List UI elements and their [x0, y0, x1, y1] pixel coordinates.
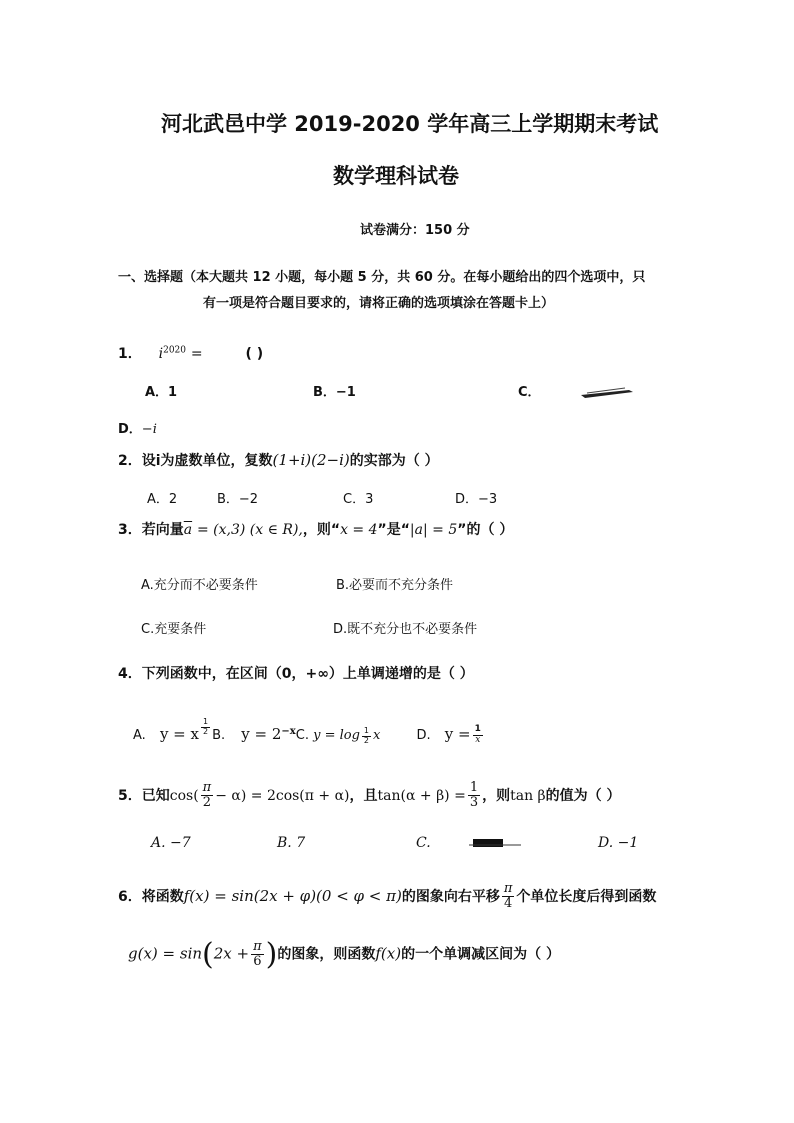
q5-cos1: cos( [169, 787, 199, 804]
q1-base: i [158, 346, 164, 362]
q6-pi: π [503, 881, 513, 896]
q1-option-a: A．1 [145, 385, 178, 400]
q2-option-a: A．2 [147, 492, 178, 507]
q3-mid2: ”是“ [377, 522, 410, 538]
q3-prefix: 3．若向量 [118, 522, 184, 538]
q6-mid: 的图象向右平移 [401, 888, 500, 905]
exam-subtitle: 数学理科试卷 [333, 164, 459, 188]
q2-expression: (1+i)(2−i) [272, 451, 350, 469]
q3-vector-def: = (x,3) (x ∈ R), [196, 522, 303, 538]
q5-tan1: tan(α + β) = [377, 787, 466, 804]
q1-option-d [118, 418, 157, 437]
q5-option-c [416, 835, 521, 851]
q3-option-b: B.必要而不充分条件 [336, 578, 454, 593]
q1-number: 1． [118, 346, 142, 362]
q1-option-c-label: C． [518, 385, 541, 400]
q1-option-d-label: D． [118, 422, 142, 437]
q1-eq: = [190, 346, 203, 362]
question-1 [118, 343, 263, 363]
q4-option-a-func: y = x [159, 725, 199, 744]
q1-option-b: B．−1 [313, 385, 356, 400]
q2-option-d: D．−3 [455, 492, 498, 507]
question-4: 4．下列函数中，在区间（0，+∞）上单调递增的是（ ） [118, 666, 474, 682]
q6-g-pi: π [253, 938, 262, 954]
q4-option-c-func: y = log [313, 728, 360, 744]
q5-mid2: ，则 [482, 787, 511, 804]
q4-option-b-label: B. [212, 728, 226, 744]
q5-suffix: 的值为（ ） [545, 787, 621, 804]
q5-one: 1 [469, 780, 479, 795]
q4-options [133, 718, 485, 746]
q6-four: 4 [503, 896, 513, 912]
q4-option-c-base-num: 1 [363, 725, 370, 735]
q2-option-b: B．−2 [217, 492, 259, 507]
scan-artifact-icon [469, 836, 521, 850]
q5-tan2: tan β [510, 787, 546, 804]
q2-option-c: C．3 [343, 492, 374, 507]
q6-f2: f(x) [375, 944, 402, 963]
q5-three: 3 [469, 795, 479, 811]
q3-vector: $\overline{a}$ [183, 522, 193, 538]
q3-option-c: C.充要条件 [141, 622, 207, 637]
q5-two: 2 [202, 795, 212, 811]
q3-option-a: A.充分而不必要条件 [141, 578, 258, 593]
scan-artifact-icon [579, 386, 635, 400]
question-2 [118, 450, 439, 470]
q6-suffix: 个单位长度后得到函数 [516, 888, 657, 905]
q6-g-def: g(x) = sin [128, 944, 203, 963]
q5-option-c-label: C. [416, 835, 431, 851]
q4-option-d-func: y = [444, 725, 471, 744]
exam-title: 河北武邑中学 2019-2020 学年高三上学期期末考试 [161, 112, 659, 136]
q3-cond2: |a| = 5 [409, 522, 458, 538]
q5-option-d: D. −1 [598, 835, 639, 851]
q4-option-b-exp: −x [281, 725, 296, 737]
q1-blank: ( ) [245, 346, 264, 362]
q4-option-c-label: C. [295, 728, 309, 744]
q4-option-b-func: y = 2 [241, 725, 282, 744]
q5-option-a: A. −7 [151, 835, 191, 851]
q1-exponent: 2020 [163, 345, 187, 356]
q3-suffix: ”的（ ） [457, 522, 514, 538]
section1-line1: 一、选择题（本大题共 12 小题，每小题 5 分，共 60 分。在每小题给出的四个选项中，只 [118, 270, 646, 285]
q4-option-a-exp-num: 1 [202, 717, 209, 726]
q5-option-b: B. 7 [277, 835, 306, 851]
q4-option-d-label: D. [416, 728, 431, 744]
q6-post2: 的图象，则函数 [277, 946, 376, 963]
q3-cond1: x = 4 [340, 522, 378, 538]
q1-option-d-value: −i [141, 422, 157, 437]
q6-post3: 的一个单调减区间为（ ） [401, 946, 560, 963]
q4-option-a-exp-den: 2 [202, 726, 209, 736]
q4-option-d-den: x [475, 735, 481, 746]
q6-g-inner: 2x + [213, 944, 250, 963]
question-3 [118, 519, 513, 539]
q5-cos1b: − α) = 2cos(π + α) [215, 787, 350, 804]
q1-option-c [518, 381, 635, 400]
q5-prefix: 5．已知 [118, 787, 170, 804]
q6-g-six: 6 [253, 954, 262, 969]
q4-option-d-num: 1 [474, 724, 481, 735]
q5-mid: ，且 [349, 787, 378, 804]
q2-prefix: 2．设i为虚数单位，复数 [118, 453, 273, 469]
q4-option-a-label: A. [133, 728, 146, 744]
q3-mid1: ，则“ [302, 522, 341, 538]
question-5 [118, 781, 621, 811]
question-6-line1 [118, 882, 656, 912]
q4-option-c-x: x [373, 728, 381, 744]
q6-prefix: 6．将函数 [118, 888, 184, 905]
q5-pi: π [202, 780, 212, 795]
question-6-line2: g(x) = sin(2x + $\frac{\pi}{6}$ )的图象，则函数f(x)的一个单调减区间为（ ） [128, 937, 560, 972]
q6-f-def: f(x) = sin(2x + φ)(0 < φ < π) [183, 886, 402, 905]
full-score: 试卷满分：150 分 [360, 223, 470, 238]
q4-option-c-base-den: 2 [363, 735, 370, 745]
section1-line2: 有一项是符合题目要求的，请将正确的选项填涂在答题卡上） [203, 296, 555, 311]
q2-suffix: 的实部为（ ） [349, 453, 439, 469]
q3-option-d: D.既不充分也不必要条件 [333, 622, 478, 637]
